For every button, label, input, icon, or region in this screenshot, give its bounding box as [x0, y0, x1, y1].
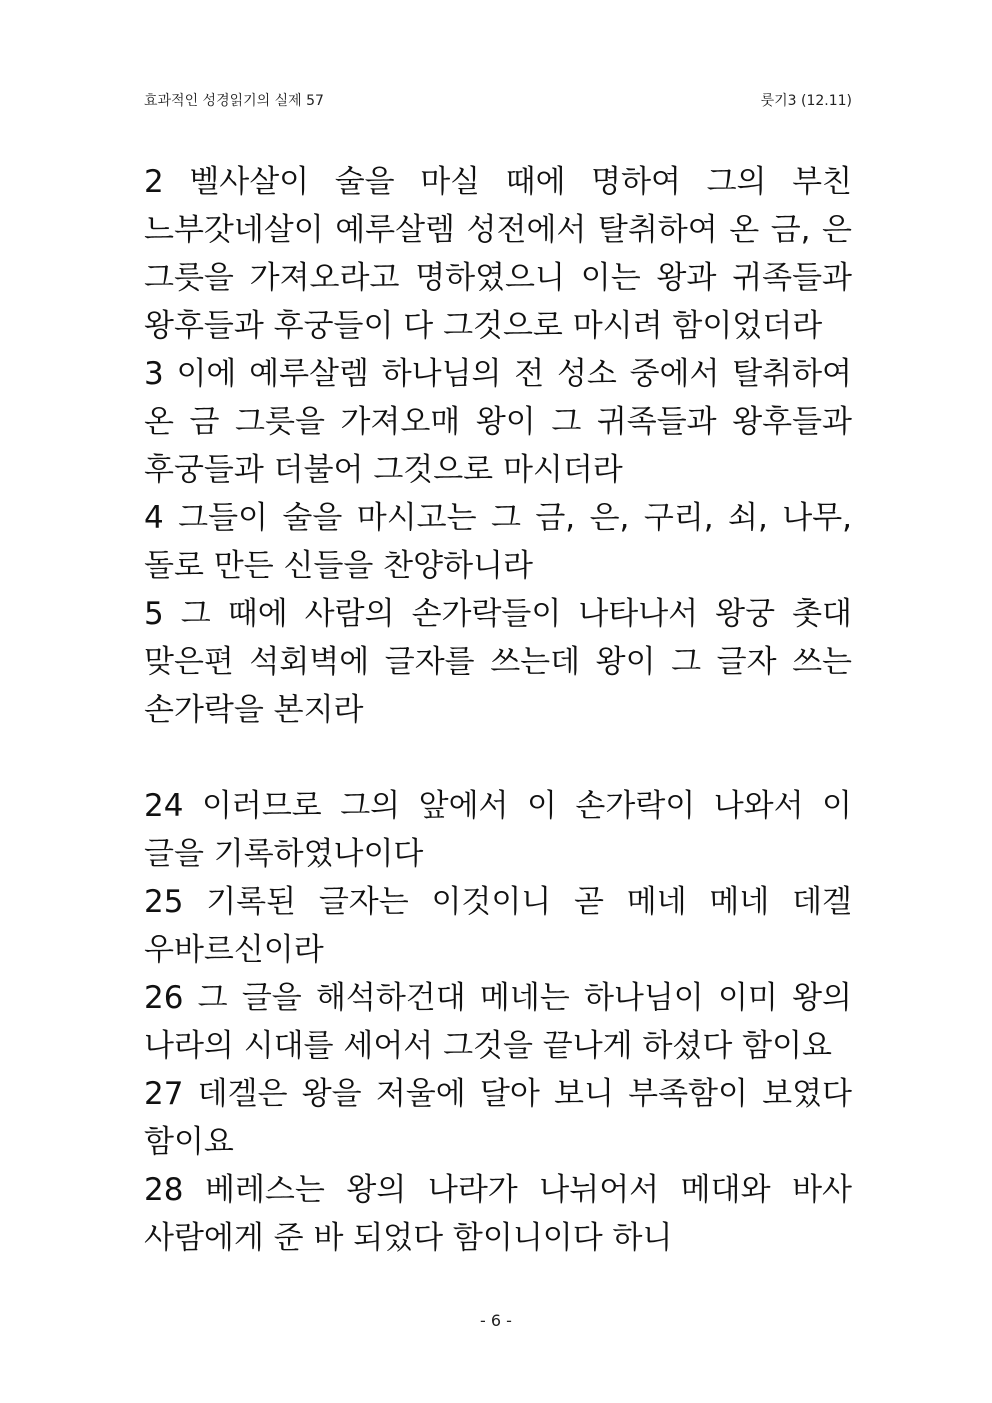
section-gap [144, 734, 852, 782]
page-number: - 6 - [480, 1311, 512, 1330]
header-title: 효과적인 성경읽기의 실제 57 [144, 93, 324, 109]
scripture-body [144, 158, 852, 1262]
verse-26: 26 그 글을 해석하건대 메네는 하나님이 이미 왕의 나라의 시대를 세어서 그것을 끝나게 하셨다 함이요 [144, 980, 852, 1064]
verse-3: 3 이에 예루살렘 하나님의 전 성소 중에서 탈취하여 온 금 그릇을 가져오매 왕이 그 귀족들과 왕후들과 후궁들과 더불어 그것으로 마시더라 [144, 356, 852, 488]
page-header [144, 90, 852, 114]
verse-5: 5 그 때에 사람의 손가락들이 나타나서 왕궁 촛대 맞은편 석회벽에 글자를 쓰는데 왕이 그 글자 쓰는 손가락을 본지라 [144, 596, 852, 728]
verse-4: 4 그들이 술을 마시고는 그 금, 은, 구리, 쇠, 나무, 돌로 만든 신들을 찬양하니라 [144, 500, 852, 584]
verse-27: 27 데겔은 왕을 저울에 달아 보니 부족함이 보였다 함이요 [144, 1076, 852, 1160]
header-chapter-date: 룻기3 (12.11) [760, 93, 852, 109]
verse-2: 2 벨사살이 술을 마실 때에 명하여 그의 부친 느부갓네살이 예루살렘 성전에서 탈취하여 온 금, 은 그릇을 가져오라고 명하였으니 이는 왕과 귀족들과 왕후들과 후궁들이 다 그것으로 마시려 함이었더라 [144, 164, 852, 344]
verse-25: 25 기록된 글자는 이것이니 곧 메네 메네 데겔 우바르신이라 [144, 884, 852, 968]
verse-24: 24 이러므로 그의 앞에서 이 손가락이 나와서 이 글을 기록하였나이다 [144, 788, 852, 872]
verse-28: 28 베레스는 왕의 나라가 나뉘어서 메대와 바사 사람에게 준 바 되었다 함이니이다 하니 [144, 1172, 852, 1256]
